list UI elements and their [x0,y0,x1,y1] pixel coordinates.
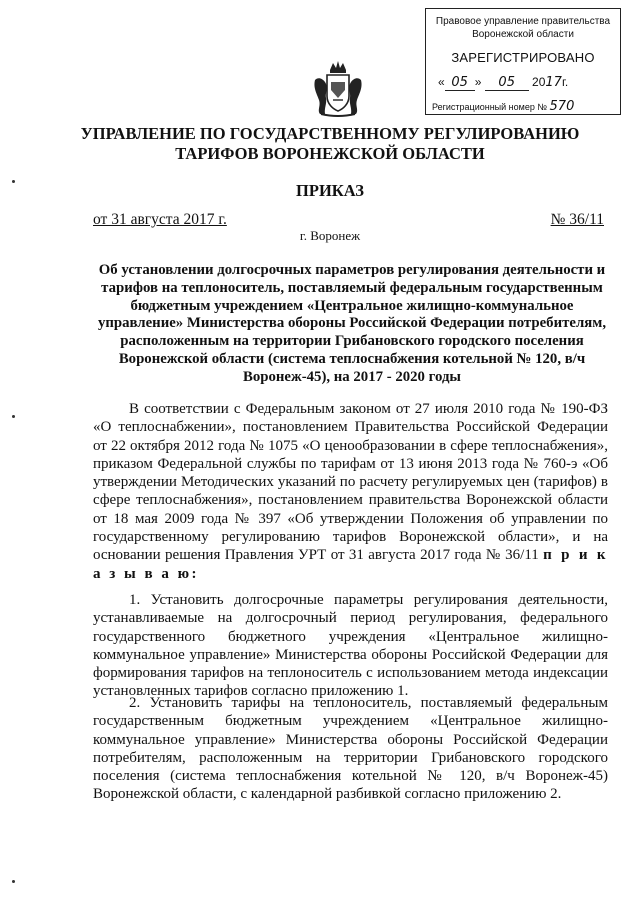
item-1-paragraph: 1. Установить долгосрочные параметры регулирования деятельности, устанавливаемые на долгосрочный период регулирования, федерального государственного бюджетного учреждения «Центральное жилищно-коммунальное управление» Министерства обороны Российской Федерации для формирования тарифов на теплоноситель с использованием метода индексации установленных тарифов согласно приложению 1. [93,592,608,700]
stamp-year-tail: г. [561,75,569,89]
stamp-reg-number [426,99,620,114]
scan-mark [12,880,15,883]
agency-name-line-1: УПРАВЛЕНИЕ ПО ГОСУДАРСТВЕННОМУ РЕГУЛИРОВАНИЮ [80,124,580,143]
order-word: п р и к а з ы в а ю: [93,547,608,582]
agency-name-line-2: ТАРИФОВ ВОРОНЕЖСКОЙ ОБЛАСТИ [175,144,485,163]
stamp-line-1: Правовое управление правительства [435,16,611,27]
document-type: ПРИКАЗ [296,181,364,200]
scan-mark [12,415,15,418]
coat-of-arms-icon [311,60,365,118]
stamp-line-2: Воронежской области [472,29,574,40]
stamp-year-prefix: 20 [532,75,546,89]
stamp-day: 05 [451,75,468,90]
scan-mark [12,180,15,183]
document-city: г. Воронеж [299,228,361,243]
agency-name [60,124,600,164]
preamble-text: В соответствии с Федеральным законом от 27 июля 2010 года № 190-ФЗ «О теплоснабжении», постановлением Правительства Российской Федерации от 22 октября 2012 года № 1075 «О ценообразовании в сфере теплоснабжения», приказом Федеральной службы по тарифам от 13 июня 2013 года № 760-э «Об утверждении Методических указаний по расчету регулируемых цен (тарифов) в сфере теплоснабжения», постановлением правительства Воронежской области от 18 мая 2009 года № 397 «Об утверждении Положения об управлении по государственному регулированию тарифов Воронежской области», и на основании решения Правления УРТ от 31 августа 2017 года № 36/11 [93,401,608,564]
item-2-paragraph: 2. Установить тарифы на теплоноситель, поставляемый федеральным государственным бюджетным учреждением «Центральное жилищно-коммунальное управление» Министерства обороны Российской Федерации потребителям, расположенным на территории Грибановского городского поселения (система теплоснабжения котельной № 120, в/ч Воронеж-45) Воронежской области, с календарной разбивкой согласно приложению 2. [93,695,608,803]
document-date: от 31 августа 2017 г. [93,211,227,228]
preamble-paragraph [93,400,608,583]
registration-stamp [425,8,621,115]
stamp-month: 05 [498,75,515,90]
stamp-registered: ЗАРЕГИСТРИРОВАНО [451,50,595,65]
stamp-date: « 05 » 05 2017г. [438,75,569,90]
stamp-reg-number-label: Регистрационный номер № [432,102,548,112]
document-number: № 36/11 [550,211,604,228]
document-title: Об установлении долгосрочных параметров регулирования деятельности и тарифов на теплоноситель, поставляемый федеральным государственным бюджетным учреждением «Центральное жилищно-коммунальное управление» Министерства обороны Российской Федерации потребителям, расположенным на территории Грибановского городского поселения Воронежской области (система теплоснабжения котельной № 120, в/ч Воронеж-45), на 2017 - 2020 годы [97,262,607,385]
stamp-year-suffix: 17 [545,75,562,90]
stamp-reg-number-value: 570 [549,99,575,114]
